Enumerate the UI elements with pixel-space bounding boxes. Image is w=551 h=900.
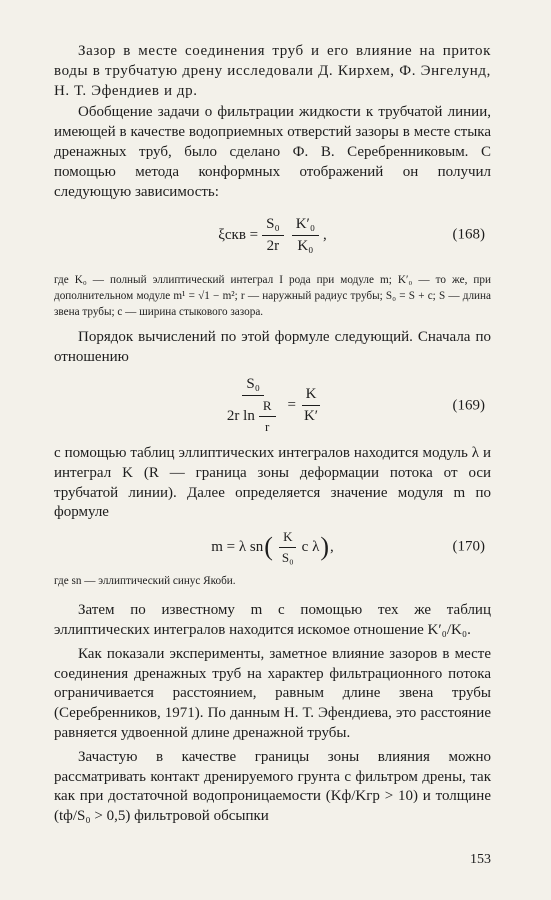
eq169-inner-num: R: [259, 398, 276, 417]
eq170-after: c λ: [301, 538, 320, 555]
eq170-f-num: K: [279, 529, 296, 548]
eq169-fraction-1: [223, 376, 284, 435]
eq168-fraction-1: [262, 216, 284, 255]
eq168-f1-den: 2r: [266, 237, 280, 254]
eq170-paren-close: ): [320, 532, 330, 562]
paragraph-tables: с помощью таблиц эллиптических интегралов находится модуль λ и интеграл K (R — граница зоны деформации потока от оси трубчатой линии). Далее определяется значение модуля m по формуле: [54, 444, 491, 521]
eq170-f-den: S₀: [281, 549, 294, 565]
intro-paragraph: Зазор в месте соединения труб и его влияние на приток воды в трубчатую дрену исследовали Д. Кирхем, Ф. Энгелунд, Н. Т. Эфендиев и др.: [54, 43, 491, 99]
eq168-f2-den: K₀: [297, 237, 314, 254]
eq168-f1-num: S₀: [262, 216, 284, 236]
paragraph-procedure: Порядок вычислений по этой формуле следующий. Сначала по отношению: [54, 329, 491, 366]
eq169-inner-fraction: [259, 398, 276, 435]
equation-number-170: (170): [452, 538, 485, 555]
note-eq168: где K₀ — полный эллиптический интеграл I рода при модуле m; K′₀ — то же, при дополнительном модуле m¹ = √1 − m²; r — наружный радиус трубы; S₀ = S + c; S — длина звена трубы; c — ширина стыкового зазора.: [54, 274, 491, 319]
paragraph-generalization: Обобщение задачи о фильтрации жидкости к трубчатой линии, имеющей в качестве водоприемных отверстий зазоры в месте стыка дренажных труб, было сделано Ф. В. Серебренниковым. С помощью метода конформных отображений он получил следующую зависимость:: [54, 104, 491, 200]
equation-number-168: (168): [452, 226, 485, 243]
eq170-fraction: [278, 529, 298, 566]
eq169-equals: =: [287, 397, 296, 414]
eq170-paren-open: (: [264, 532, 273, 562]
eq169-f2-num: K: [302, 386, 321, 406]
eq169-f1-den: [223, 396, 284, 435]
eq170-lhs: m = λ sn: [211, 538, 264, 555]
equation-169: [54, 370, 491, 442]
paragraph-experiments: Как показали эксперименты, заметное влияние зазоров в месте соединения дренажных труб на характер фильтрационного потока ограничивается расстоянием, равным длине звена трубы (Серебренников, 1971). По данным Н. Т. Эфендиева, это расстояние равняется удвоенной длине дренажной трубы.: [54, 645, 491, 741]
paragraph-then: Затем по известному m с помощью тех же таблиц эллиптических интегралов находится искомое отношение K′₀/K₀.: [54, 602, 491, 638]
eq168-lhs: ξскв =: [218, 226, 259, 243]
eq169-f2-den: K′: [303, 408, 319, 425]
eq168-fraction-2: [292, 216, 319, 255]
eq168-f2-num: K′₀: [292, 216, 319, 236]
eq170-tail: ,: [330, 538, 334, 555]
eq168-tail: ,: [323, 226, 327, 243]
note-eq170: где sn — эллиптический синус Якоби.: [54, 575, 236, 588]
paragraph-boundary: Зачастую в качестве границы зоны влияния можно рассматривать контакт дренируемого грунта с фильтром дрены, так как при достаточной водопроницаемости (Kф/Kгр > 10) и толщине (tф/S₀ > 0,5) фильтровой обсыпки: [54, 748, 491, 825]
eq169-fraction-2: [300, 386, 322, 425]
page-number: 153: [470, 852, 491, 867]
equation-number-169: (169): [452, 397, 485, 414]
eq169-inner-den: r: [264, 419, 270, 435]
equation-170: [54, 523, 491, 571]
equation-168: [54, 206, 491, 264]
eq169-den-prefix: 2r ln: [226, 408, 255, 425]
eq169-f1-num: S₀: [242, 376, 264, 396]
